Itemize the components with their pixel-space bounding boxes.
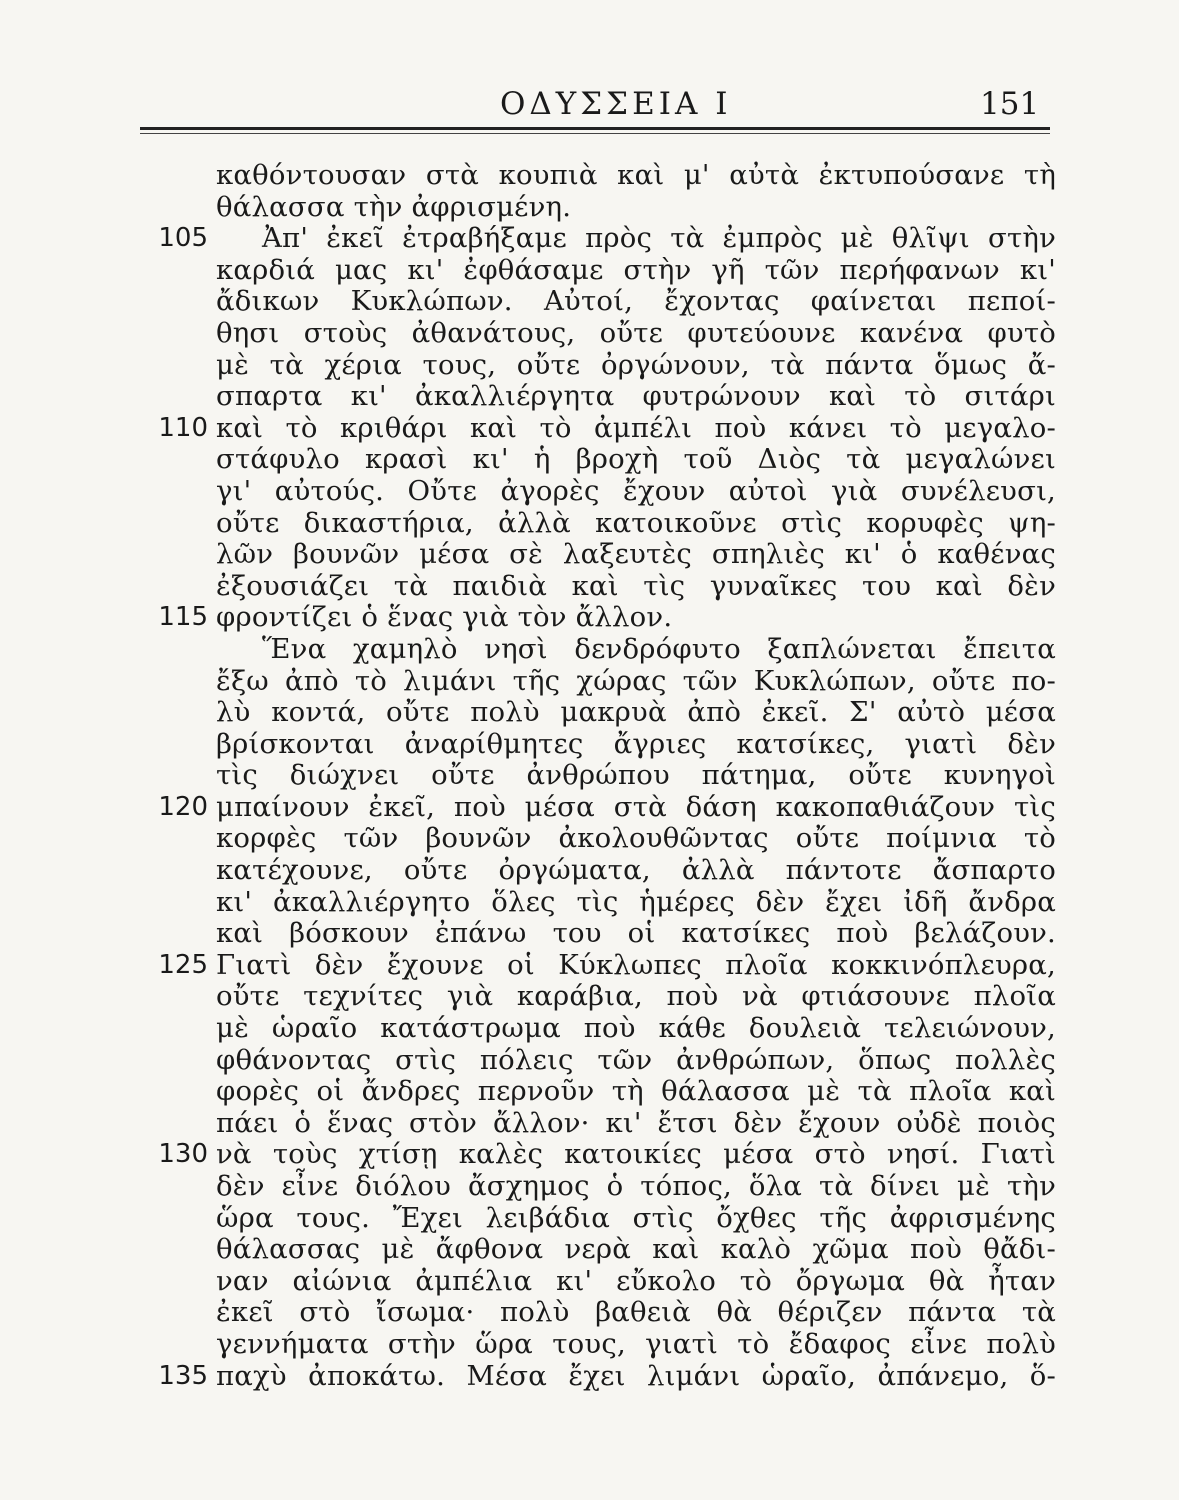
line-text: σπαρτα κι' ἀκαλλιέργητα φυτρώνουν καὶ τὸ σιτάρι bbox=[216, 380, 1056, 413]
line-number: 125 bbox=[158, 949, 208, 980]
line-text: φθάνοντας στὶς πόλεις τῶν ἀνθρώπων, ὅπως πολλὲς bbox=[216, 1043, 1056, 1076]
line-text: καθόντουσαν στὰ κουπιὰ καὶ μ' αὐτὰ ἐκτυπούσανε τὴ bbox=[216, 159, 1056, 191]
text-line bbox=[150, 223, 1055, 255]
text-line bbox=[150, 729, 1055, 761]
text-line bbox=[150, 413, 1055, 445]
text-line bbox=[150, 318, 1055, 350]
line-text: Γιατὶ δὲν ἔχουνε οἱ Κύκλωπες πλοῖα κοκκινόπλευρα, bbox=[216, 948, 1056, 981]
line-number: 105 bbox=[158, 223, 208, 254]
line-text: μὲ ὡραῖο κατάστρωμα ποὺ κάθε δουλειὰ τελειώνουν, bbox=[216, 1012, 1056, 1045]
text-line bbox=[150, 887, 1055, 919]
text-line bbox=[150, 1108, 1055, 1140]
text-line bbox=[150, 823, 1055, 855]
line-number: 110 bbox=[158, 412, 208, 443]
line-text: θησι στοὺς ἀθανάτους, οὔτε φυτεύουνε κανένα φυτὸ bbox=[216, 316, 1056, 349]
text-line bbox=[150, 602, 1055, 634]
line-text: μπαίνουν ἐκεῖ, ποὺ μέσα στὰ δάση κακοπαθιάζουν τὶς bbox=[216, 790, 1056, 823]
text-line bbox=[150, 1076, 1055, 1108]
line-text: θάλασσα τὴν ἀφρισμένη. bbox=[216, 190, 572, 223]
text-line bbox=[150, 792, 1055, 824]
text-line bbox=[150, 192, 1055, 224]
text-line bbox=[150, 1203, 1055, 1235]
line-number: 115 bbox=[158, 602, 208, 633]
line-text: καρδιά μας κι' ἐφθάσαμε στὴν γῆ τῶν περήφανων κι' bbox=[216, 253, 1056, 286]
text-line bbox=[150, 918, 1055, 950]
text-line bbox=[150, 1013, 1055, 1045]
line-text: ὥρα τους. Ἔχει λειβάδια στὶς ὄχθες τῆς ἀφρισμένης bbox=[216, 1201, 1056, 1234]
line-text: μὲ τὰ χέρια τους, οὔτε ὀργώνουν, τὰ πάντα ὅμως ἄ- bbox=[216, 348, 1056, 381]
line-text: γι' αὐτούς. Οὔτε ἀγορὲς ἔχουν αὐτοὶ γιὰ συνέλευσι, bbox=[216, 474, 1056, 507]
text-line bbox=[150, 666, 1055, 698]
text-line bbox=[150, 1266, 1055, 1298]
header-rule bbox=[140, 127, 1050, 134]
line-text: βρίσκονται ἀναρίθμητες ἄγριες κατσίκες, γιατὶ δὲν bbox=[216, 727, 1056, 760]
text-line bbox=[150, 981, 1055, 1013]
text-line bbox=[150, 571, 1055, 603]
text-line bbox=[150, 634, 1055, 666]
line-text: κορφὲς τῶν βουνῶν ἀκολουθῶντας οὔτε ποίμνια τὸ bbox=[216, 822, 1056, 855]
line-text: θάλασσας μὲ ἄφθονα νερὰ καὶ καλὸ χῶμα ποὺ θἄδι- bbox=[216, 1233, 1056, 1266]
line-text: κι' ἀκαλλιέργητο ὅλες τὶς ἡμέρες δὲν ἔχει ἰδῆ ἄνδρα bbox=[216, 885, 1056, 918]
line-text: ἄδικων Κυκλώπων. Αὐτοί, ἔχοντας φαίνεται πεποί- bbox=[216, 285, 1056, 318]
line-text: νὰ τοὺς χτίσῃ καλὲς κατοικίες μέσα στὸ νησί. Γιατὶ bbox=[216, 1138, 1056, 1171]
line-text: οὔτε δικαστήρια, ἀλλὰ κατοικοῦνε στὶς κορυφὲς ψη- bbox=[216, 506, 1056, 539]
text-line bbox=[150, 476, 1055, 508]
text-line bbox=[150, 1361, 1055, 1393]
line-number: 120 bbox=[158, 791, 208, 822]
text-line bbox=[150, 160, 1055, 192]
text-line bbox=[150, 539, 1055, 571]
line-text: γεννήματα στὴν ὥρα τους, γιατὶ τὸ ἔδαφος εἶνε πολὺ bbox=[216, 1327, 1056, 1360]
line-text: δὲν εἶνε διόλου ἄσχημος ὁ τόπος, ὅλα τὰ δίνει μὲ τὴν bbox=[216, 1170, 1056, 1202]
line-text: κατέχουνε, οὔτε ὀργώματα, ἀλλὰ πάντοτε ἄσπαρτο bbox=[216, 854, 1056, 887]
line-text: Ἀπ' ἐκεῖ ἐτραβήξαμε πρὸς τὰ ἐμπρὸς μὲ θλῖψι στὴν bbox=[262, 222, 1056, 255]
text-line bbox=[150, 697, 1055, 729]
page-header bbox=[150, 78, 1050, 122]
line-text: στάφυλο κρασὶ κι' ἡ βροχὴ τοῦ Διὸς τὰ μεγαλώνει bbox=[216, 443, 1056, 476]
page-number: 151 bbox=[980, 86, 1040, 122]
line-text: φροντίζει ὁ ἕνας γιὰ τὸν ἄλλον. bbox=[216, 601, 673, 634]
body-text bbox=[150, 160, 1055, 1392]
line-text: λῶν βουνῶν μέσα σὲ λαξευτὲς σπηλιὲς κι' ὁ καθένας bbox=[216, 538, 1056, 571]
line-text: παχὺ ἀποκάτω. Μέσα ἔχει λιμάνι ὡραῖο, ἀπάνεμο, ὅ- bbox=[216, 1359, 1056, 1392]
text-line bbox=[150, 1329, 1055, 1361]
line-number: 130 bbox=[158, 1139, 208, 1170]
text-line bbox=[150, 1045, 1055, 1077]
text-line bbox=[150, 508, 1055, 540]
text-line bbox=[150, 350, 1055, 382]
line-text: ἐξουσιάζει τὰ παιδιὰ καὶ τὶς γυναῖκες του καὶ δὲν bbox=[216, 569, 1056, 602]
text-line bbox=[150, 1139, 1055, 1171]
line-text: ναν αἰώνια ἀμπέλια κι' εὔκολο τὸ ὄργωμα θὰ ἦταν bbox=[216, 1264, 1056, 1297]
line-text: πάει ὁ ἕνας στὸν ἄλλον· κι' ἔτσι δὲν ἔχουν οὐδὲ ποιὸς bbox=[216, 1106, 1056, 1139]
text-line bbox=[150, 381, 1055, 413]
text-line bbox=[150, 1171, 1055, 1203]
line-text: τὶς διώχνει οὔτε ἀνθρώπου πάτημα, οὔτε κυνηγοὶ bbox=[216, 759, 1056, 792]
text-line bbox=[150, 1234, 1055, 1266]
text-line bbox=[150, 255, 1055, 287]
text-line bbox=[150, 444, 1055, 476]
line-text: ἔξω ἀπὸ τὸ λιμάνι τῆς χώρας τῶν Κυκλώπων, οὔτε πο- bbox=[216, 664, 1056, 697]
running-title: ΟΔΥΣΣΕΙΑ Ι bbox=[500, 86, 732, 122]
line-text: ἐκεῖ στὸ ἴσωμα· πολὺ βαθειὰ θὰ θέριζεν πάντα τὰ bbox=[216, 1296, 1056, 1329]
line-text: καὶ τὸ κριθάρι καὶ τὸ ἀμπέλι ποὺ κάνει τὸ μεγαλο- bbox=[216, 411, 1056, 444]
text-line bbox=[150, 950, 1055, 982]
line-text: λὺ κοντά, οὔτε πολὺ μακρυὰ ἀπὸ ἐκεῖ. Σ' αὐτὸ μέσα bbox=[216, 696, 1056, 729]
line-text: φορὲς οἱ ἄνδρες περνοῦν τὴ θάλασσα μὲ τὰ πλοῖα καὶ bbox=[216, 1075, 1056, 1108]
line-text: καὶ βόσκουν ἐπάνω του οἱ κατσίκες ποὺ βελάζουν. bbox=[216, 917, 1056, 950]
text-line bbox=[150, 286, 1055, 318]
line-text: οὔτε τεχνίτες γιὰ καράβια, ποὺ νὰ φτιάσουνε πλοῖα bbox=[216, 980, 1056, 1013]
line-number: 135 bbox=[158, 1360, 208, 1391]
text-line bbox=[150, 760, 1055, 792]
line-text: Ἕνα χαμηλὸ νησὶ δενδρόφυτο ξαπλώνεται ἔπειτα bbox=[262, 632, 1056, 665]
text-line bbox=[150, 855, 1055, 887]
text-line bbox=[150, 1297, 1055, 1329]
